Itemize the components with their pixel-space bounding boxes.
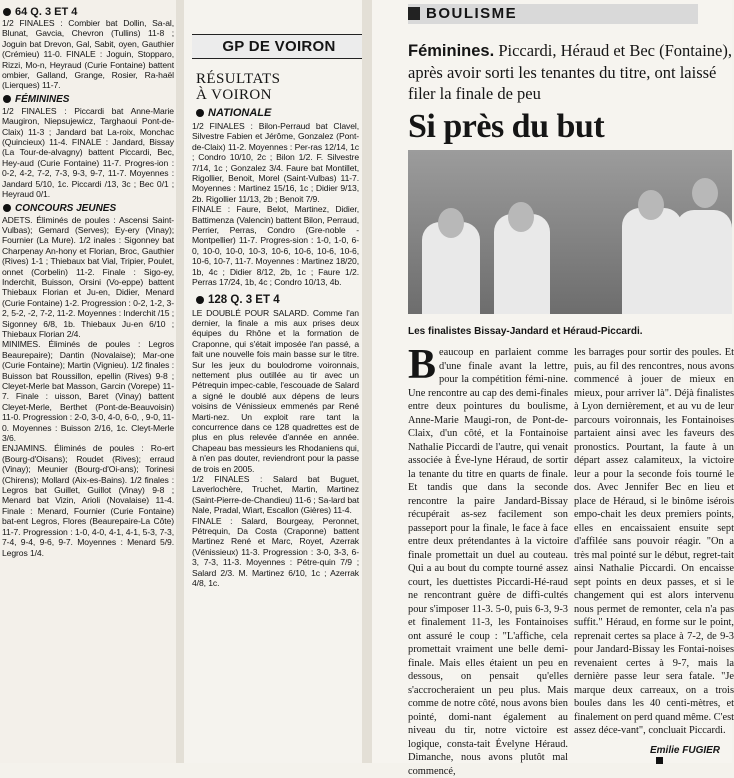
article-lead: Féminines. Piccardi, Héraud et Bec (Fontaine), après avoir sorti les tenantes du titre, ont laissé filer la finale de peu: [408, 41, 732, 103]
results-paragraph: LE DOUBLÉ POUR SALARD. Comme l'an dernier, la finale a mis aux prises deux équipes du Rhône et la formation de Craponne, qui s'était imposée l'an passé, a fait une nouvelle fois main basse sur le titre. Sur les jeux du boulodrome voironnais, nettement plus outillée au tir avec un Pétrequin impec-cable, l'escouade de Salard a signé le doublé aux dépens de leurs voisins de Vénissieux emmenés par René Marti-nez. Un exploit rare tant la concurrence dans ce 128 quadrettes est de plus en plus relevée d'année en année. Chapeau bas messieurs les Rhodaniens qui, à n'en pas douter, reviendront pour la passe de trois en 2005.: [192, 307, 359, 474]
author-signature: Emilie FUGIER: [650, 745, 732, 767]
section-heading-feminines: FÉMININES: [3, 94, 176, 105]
column-divider: [176, 0, 184, 763]
results-paragraph: FINALE : Faure, Belot, Martinez, Didier, Battimenza (Valencin) battent Bilon, Perraud, Perrier, Perras, Condro (Gre-noble - Montpellier) 11-7. Progres-sion : 1-0, 1-0, 6-0, 10-0, 10-0, 10-3, 10-6, 10-6, 10-6, 10-6, 10-6, 10-7, 11-7. Moyennes : Martinez 18/20, 1b, 4c ; Didier 8/12, 2b, 1c ; Faure 1/2. Perras 17/24, 1b, 4c ; Condro 10/13, 4b.: [192, 204, 359, 288]
results-paragraph: 1/2 FINALES : Salard bat Buguet, Laverlochère, Truchet, Martin, Martinez (Saint-Pierre-de-Chandieu) 11-6 ; Sa-lard bat Nale, Pradal, Wiart, Escallon (Gières) 11-4.: [192, 474, 359, 516]
results-column-middle: [184, 0, 362, 763]
results-paragraph: ADETS. Éliminés de poules : Ascensi Saint-Vulbas); Gemard (Serves); Ey-ery (Vinay); Fournier (La Mure). 1/2 inales : Sigonney bat Charpenay An-hony et Florian, Broc, Gauthier (Rives) 1-1 ; Thiebaux bat Vial, Tripier, Poulet, onnet (Corbelin) 11-2. Finale : Sigo-ey, Inderchit, Buisson, Orsini (Vo-eppe) battent Thiebaux Florian et Ju-en, Didier, Menard (Curie Fontaine) 1-2. Progression : 0-2, 1-2, 3-2, 5-2, -2, 7-2, 11-2. Moyennes : Inderchit /15 ; Sigonney 6/8, 1b. Thiebaux Ju-en 6/10 ; Thiebaux Florian 2/4.: [2, 214, 174, 339]
section-heading-jeunes: CONCOURS JEUNES: [3, 203, 176, 214]
photo-caption: Les finalistes Bissay-Jandard et Héraud-Piccardi.: [408, 326, 643, 337]
column-divider: [362, 0, 372, 763]
results-paragraph: 1/2 FINALES : Piccardi bat Anne-Marie Maugiron, Niepsujewicz, Targhaoui Pont-de-Claix) 11-3 ; Jandard bat La-roix, Monchac (Quincieux) 11-4. FINALE : Jandard, Bissay (La Tour-de-alvagny) battent Piccardi, Bec, Hey-aud (Curie Fontaine) 11-7. Progres-ion : 0-2, 4-2, 7-2, 7-3, 9-3, 9-7, 11-7. Moyennes : Jandard 5/10, 1c. Piccardi /13, 3c ; Bec 0/1 ; Heyraud 0/1.: [2, 105, 174, 200]
section-heading-nationale: NATIONALE: [196, 107, 362, 119]
article-column: [372, 0, 734, 777]
section-heading-128q: 128 Q. 3 ET 4: [196, 294, 362, 306]
results-paragraph: MINIMES. Éliminés de poules : Legros Beaurepaire); Dantin (Novalaise); Mar-one (Curie Fontaine); Martin (Vignieu). 1/2 finales : Buisson bat Roussillon, epellin (Rives) 9-8 ; Cleyet-Merle bat Masson, Garcin (Vorepe) 11-7. Finale : uisson, Baret (Vinay) battent Cleyet-Merle, Berthet (Pont-de-Beauvoisin) 11-0. Progression : 2-0, 3-0, 4-0, 6-0, , 9-0, 11-0. Moyennes : Buisson 2/16, 1c. Cleyt-Merle 3/6.: [2, 339, 174, 444]
bullet-icon: [3, 95, 11, 103]
article-headline: Si près du but: [408, 108, 605, 145]
section-tag: BOULISME: [408, 4, 698, 24]
square-icon: [408, 7, 420, 20]
results-column-left: [0, 0, 176, 763]
square-icon: [656, 757, 663, 764]
team-photo: [408, 150, 732, 314]
results-paragraph: 1/2 FINALES : Bilon-Perraud bat Clavel, Silvestre Fabien et Jérôme, Gonzalez (Pont-de-Claix) 11-2. Moyennes : Per-ras 12/14, 1c ; Condro 10/10, 2c ; Bilon 1/2. F. Silvestre 7/14, 1c ; Gonzalez 3/4. Faure bat Montillet, Rigollier, Benoit, Morel (Saint-Vulbas) 11-7. Moyennes : Martinez 15/16, 1c ; Didier 9/13, 2b. Rigollier 11/13, 2b ; Benoit 7/9.: [192, 121, 359, 204]
gp-voiron-banner: GP DE VOIRON: [192, 34, 366, 59]
section-heading-64q: 64 Q. 3 ET 4: [3, 6, 176, 18]
drop-cap: B: [408, 342, 437, 388]
results-paragraph: 1/2 FINALES : Combier bat Dollin, Sa-al, Blunat, Gavcia, Chevron (Tullins) 11-8 ; Joguin bat Drevon, Gal, Sabit, oyen, Gauthier (Crémieu) 11-0. FINALE : Joguin, Stopparo, Rizzi, Mo-n, Heyraud (Curie Fontaine) battent ombier, Galland, Grange, Rosier, Ra-haël (Lierques) 11-7.: [2, 18, 174, 91]
bullet-icon: [196, 296, 204, 304]
bullet-icon: [3, 204, 11, 212]
bullet-icon: [3, 8, 11, 16]
results-paragraph: ENJAMINS. Éliminés de poules : Ro-ert (Bourg-d'Oisans); Roudet (Rives); erraud (Vinay); Meunier (Bourg-d'Oi-ans); Torinesi (Chirens); Mollard (Aix-es-Bains). 1/2 finales : Legros bat Guillet, Guillot (Vinay) 9-8 ; Menard bat Vizin, Arioli (Novalaise) 11-4. Finale : Menard, Fournier (Curie Fontaine) bat-ent Legros, Flores (Beaurepaire-La Côte) 11-7. Progression : 1-0, 4-0, 4-1, 4-1, 5-3, 7-3, 7-4, 9-4, 9-6, 9-7. Moyennes : Menard 5/9. Legros 1/4.: [2, 443, 174, 558]
results-title: RÉSULTATS À VOIRON: [196, 71, 281, 103]
article-text-right: les barrages pour sortir des poules. Et puis, au fil des rencontres, nous avons commencé à jouer de mieux en mieux, pour arriver là". Déjà finalistes à Lyon dernièrement, et au vu de leur parcours voironnais, les Fontainoises partaient ainsi avec les faveurs des pronostics. Pourtant, la faute à un départ assez calamiteux, la victoire leur a pour la seconde fois tourné le dos. Avec Jennifer Bec en lieu et place de Héraud, si le binôme isérois empo-chait les deux premiers points, elles en encaissaient ensuite sept d'affilée sans pouvoir réagir. "On a très mal pointé sur le début, regret-tait ainsi Nathalie Piccardi. On encaisse sept points en deux passes, et si le changement qui est alors intervenu nous permet de remonter, cela n'a pas suffit." Héraud, en forme sur le point, reprenait certes sa place à 7-2, de 9-3 pour Jandard-Bissay les Fontai-noises revenaient certes à 9-7, mais la dernière passe leur sera fatale. "Je marque deux carreaux, on a trois boules dans les 40 centi-mètres, et finalement on perd quand même. C'est assez déce-vant", concluait Piccardi.: [574, 347, 734, 736]
article-text-left: Beaucoup en parlaient comme d'une finale avant la lettre, pour la compétition fémi-nine. Une rencontre au cap des demi-finales entre deux pointures du boulisme, Anne-Marie Maugi-ron, de Pont-de-Claix, d'un côté, et la Fontainoise Nathalie Piccardi de l'autre, qui venait associée à Éve-lyne Héraud, de sortir la tenante du titre en quarts de finale. Et tandis que dans la seconde rencontre la paire Jandard-Bissay récupérait as-sez facilement son passeport pour la finale, le face à face entre deux prétendantes à la victoire finale promettait un duel au couteau. Qui a au bout du compte tourné assez court, les duettistes Piccardi-Hé-raud ne rencontrant guère de diffi-cultés pour s'imposer 11-3. 5-0, puis 6-3, 9-3 et finalement 11-3, les Fontainoises ont assuré le coup : "L'affiche, cela promettait vraiment une belle demi-finale. Mais elles étaient un peu en dessous, on pensait qu'elles s'accrocheraient un peu plus. Mais comme de notre côté, nous avons bien pointé, domi-nant également au niveau du tir, notre victoire est logique, consta-tait Évelyne Héraud. Dimanche, nous avons plutôt mal commencé,: [408, 342, 568, 777]
bullet-icon: [196, 109, 204, 117]
results-paragraph: FINALE : Salard, Bourgeay, Peronnet, Pétrequin, Da Costa (Craponne) battent Martinez René et Marc, Royet, Azerrak (Vénissieux) 11-3. Progression : 3-0, 3-3, 6-3, 7-3, 11-3. Moyennes : Pétre-quin 7/9 ; Salard 2/3. M. Martinez 6/10, 1c ; Azerrak 4/8, 1c.: [192, 515, 359, 589]
